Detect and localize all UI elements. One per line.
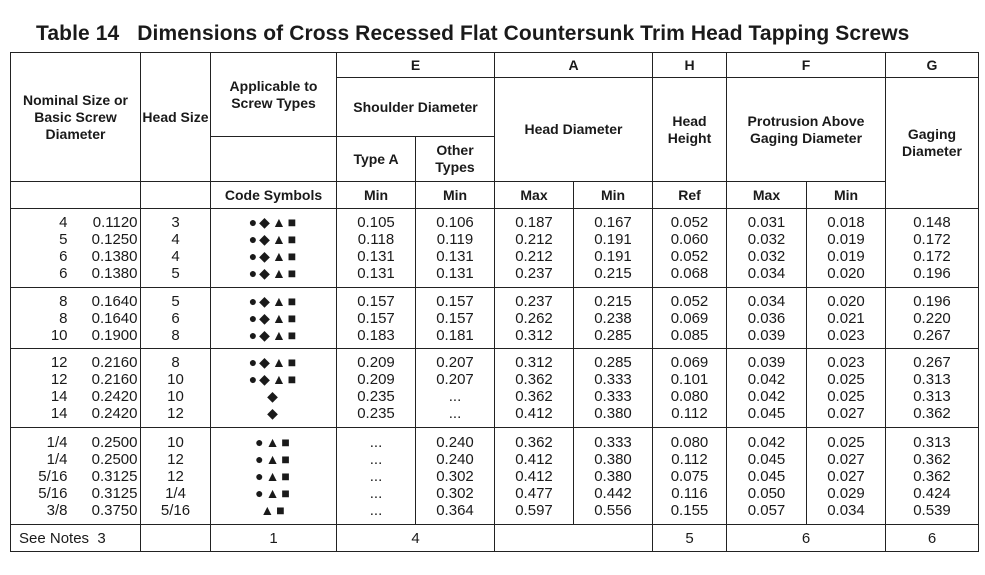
protrusion-max-value: 0.045 — [747, 450, 786, 468]
head-height-ref-value: 0.112 — [671, 405, 708, 422]
nominal-decimal: 0.1380 — [91, 265, 138, 282]
nominal-size-row — [11, 354, 140, 371]
table-row-group — [11, 209, 979, 288]
head-size-value: 12 — [167, 405, 184, 422]
protrusion-min-value: 0.018 — [827, 214, 865, 231]
code-symbols-value: ●◆▲■ — [248, 309, 299, 326]
notes-label: See Notes — [19, 529, 90, 547]
code-symbols-value: ●◆▲■ — [248, 248, 299, 264]
nominal-size-row — [11, 405, 140, 422]
head-size-cell — [141, 349, 211, 428]
protrusion-max-value: 0.042 — [747, 433, 786, 451]
head-height-ref-value: 0.080 — [670, 433, 709, 451]
head-height-ref-value: 0.052 — [670, 214, 709, 231]
protrusion-min-value: 0.027 — [827, 467, 865, 485]
shoulder-type-a-value: 0.157 — [357, 309, 395, 327]
head-diameter-max-value: 0.362 — [515, 388, 553, 405]
header-protrusion: Protrusion Above Gaging Diameter — [727, 78, 886, 182]
head-diameter-min-value: 0.215 — [594, 292, 632, 310]
head-diameter-min-cell — [574, 349, 653, 428]
nominal-decimal: 0.3125 — [91, 467, 138, 485]
gaging-diameter-cell — [886, 209, 979, 288]
shoulder-other-value: ... — [448, 388, 462, 405]
shoulder-other-value: 0.240 — [436, 433, 474, 451]
head-size-value: 4 — [171, 248, 180, 265]
head-size-value: 3 — [171, 214, 180, 231]
gaging-diameter-value: 0.362 — [913, 467, 951, 485]
nominal-decimal: 0.2160 — [91, 354, 138, 371]
nominal-decimal: 0.1900 — [91, 326, 138, 344]
nominal-size-row — [11, 371, 140, 388]
notes-applicable: 1 — [211, 525, 337, 552]
code-symbols-value: ●▲■ — [255, 484, 292, 501]
protrusion-max-cell — [727, 349, 807, 428]
nominal-decimal: 0.1250 — [91, 231, 138, 248]
gaging-diameter-cell — [886, 428, 979, 525]
head-size-value: 10 — [167, 433, 184, 451]
shoulder-type-a-value: 0.105 — [357, 214, 395, 231]
nominal-decimal: 0.2500 — [91, 450, 138, 468]
head-height-ref-cell — [653, 349, 727, 428]
nominal-size-row — [11, 388, 140, 405]
head-diameter-max-value: 0.237 — [515, 292, 553, 310]
protrusion-max-value: 0.036 — [747, 309, 786, 327]
nominal-decimal: 0.2420 — [91, 388, 138, 405]
nominal-size-row — [11, 248, 140, 265]
head-diameter-min-value: 0.191 — [594, 248, 632, 265]
nominal-fraction: 12 — [50, 354, 68, 371]
nominal-decimal: 0.1120 — [92, 214, 138, 231]
head-height-ref-value: 0.052 — [670, 248, 709, 265]
nominal-size-row — [11, 451, 140, 468]
notes-protrusion: 6 — [727, 525, 886, 552]
protrusion-min-value: 0.020 — [827, 265, 865, 282]
head-diameter-min-cell — [574, 209, 653, 288]
notes-head-height: 5 — [653, 525, 727, 552]
head-diameter-min-value: 0.167 — [594, 214, 632, 231]
head-diameter-max-value: 0.412 — [515, 467, 553, 485]
nominal-fraction: 6 — [59, 265, 68, 282]
header-f-max: Max — [727, 182, 807, 209]
head-diameter-min-value: 0.215 — [594, 265, 632, 282]
head-height-ref-cell — [653, 209, 727, 288]
shoulder-type-a-cell — [337, 209, 416, 288]
head-size-cell — [141, 288, 211, 349]
shoulder-other-value: 0.364 — [436, 501, 474, 519]
nominal-size-cell — [11, 428, 141, 525]
head-height-ref-value: 0.069 — [670, 309, 709, 327]
shoulder-type-a-value: 0.235 — [357, 405, 395, 422]
shoulder-other-cell — [416, 349, 495, 428]
shoulder-type-a-value: ... — [369, 433, 383, 451]
table-title — [36, 22, 909, 46]
head-size-cell — [141, 428, 211, 525]
shoulder-type-a-value: ... — [369, 450, 383, 468]
header-letter-a: A — [495, 53, 653, 78]
head-size-value: 5 — [171, 265, 180, 282]
protrusion-max-value: 0.050 — [747, 484, 786, 502]
shoulder-other-cell — [416, 288, 495, 349]
header-code-symbols: Code Symbols — [211, 182, 337, 209]
header-head-size-blank — [141, 182, 211, 209]
code-symbols-value: ●◆▲■ — [248, 231, 299, 247]
shoulder-type-a-value: 0.131 — [357, 248, 395, 265]
head-height-ref-value: 0.085 — [670, 326, 709, 344]
head-height-ref-value: 0.112 — [671, 450, 708, 468]
shoulder-type-a-value: ... — [369, 501, 383, 519]
head-size-value: 10 — [167, 371, 184, 388]
head-diameter-max-value: 0.187 — [515, 214, 553, 231]
protrusion-max-value: 0.042 — [747, 388, 786, 405]
head-height-ref-value: 0.101 — [670, 371, 709, 388]
shoulder-type-a-cell — [337, 288, 416, 349]
shoulder-other-value: 0.302 — [436, 467, 474, 485]
notes-shoulder: 4 — [337, 525, 495, 552]
header-letter-g: G — [886, 53, 979, 78]
head-diameter-max-value: 0.212 — [515, 231, 553, 248]
head-diameter-max-cell — [495, 349, 574, 428]
gaging-diameter-cell — [886, 349, 979, 428]
protrusion-max-cell — [727, 288, 807, 349]
head-diameter-max-cell — [495, 428, 574, 525]
head-diameter-min-value: 0.238 — [594, 309, 632, 327]
header-letter-h: H — [653, 53, 727, 78]
protrusion-max-value: 0.039 — [747, 326, 786, 344]
header-letter-f: F — [727, 53, 886, 78]
gaging-diameter-value: 0.148 — [913, 214, 951, 231]
protrusion-min-value: 0.025 — [827, 371, 865, 388]
header-a-max: Max — [495, 182, 574, 209]
protrusion-min-value: 0.034 — [827, 501, 865, 519]
nominal-fraction: 4 — [59, 214, 68, 231]
header-head-height: Head Height — [653, 78, 727, 182]
shoulder-type-a-value: 0.235 — [357, 388, 395, 405]
code-symbols-value: ●▲■ — [255, 450, 292, 467]
head-diameter-max-value: 0.477 — [515, 484, 553, 502]
head-size-value: 1/4 — [165, 484, 186, 502]
gaging-diameter-value: 0.424 — [913, 484, 951, 502]
shoulder-other-value: 0.181 — [436, 326, 474, 344]
gaging-diameter-cell — [886, 288, 979, 349]
nominal-fraction: 8 — [59, 292, 68, 310]
code-symbols-value: ●◆▲■ — [248, 326, 299, 343]
shoulder-type-a-value: ... — [369, 484, 383, 502]
shoulder-other-value: 0.240 — [436, 450, 474, 468]
head-diameter-max-value: 0.362 — [515, 371, 553, 388]
head-size-cell — [141, 209, 211, 288]
gaging-diameter-value: 0.267 — [913, 354, 951, 371]
protrusion-min-value: 0.020 — [827, 292, 865, 310]
head-size-value: 5 — [171, 292, 180, 310]
shoulder-other-value: ... — [448, 405, 462, 422]
shoulder-other-value: 0.119 — [436, 231, 474, 248]
nominal-fraction: 6 — [59, 248, 68, 265]
head-diameter-min-value: 0.442 — [594, 484, 632, 502]
head-size-value: 12 — [167, 450, 184, 468]
protrusion-max-value: 0.042 — [747, 371, 786, 388]
head-diameter-max-value: 0.312 — [515, 326, 553, 344]
head-diameter-min-value: 0.191 — [594, 231, 632, 248]
head-diameter-max-value: 0.212 — [515, 248, 553, 265]
gaging-diameter-value: 0.196 — [913, 292, 951, 310]
nominal-fraction: 5/16 — [38, 467, 68, 485]
nominal-decimal: 0.1640 — [91, 309, 138, 327]
gaging-diameter-value: 0.172 — [913, 231, 951, 248]
nominal-decimal: 0.2420 — [91, 405, 138, 422]
dimensions-table — [10, 52, 979, 552]
nominal-decimal: 0.3125 — [91, 484, 138, 502]
protrusion-max-value: 0.031 — [747, 214, 786, 231]
protrusion-max-value: 0.032 — [747, 248, 786, 265]
protrusion-max-value: 0.045 — [747, 467, 786, 485]
code-symbols-value: ◆ — [267, 405, 280, 421]
protrusion-min-cell — [807, 428, 886, 525]
notes-gaging: 6 — [886, 525, 979, 552]
protrusion-min-value: 0.025 — [827, 433, 865, 451]
protrusion-min-value: 0.029 — [827, 484, 865, 502]
head-diameter-max-value: 0.262 — [515, 309, 553, 327]
nominal-decimal: 0.2160 — [91, 371, 138, 388]
protrusion-min-value: 0.019 — [827, 231, 865, 248]
nominal-size-row — [11, 293, 140, 310]
gaging-diameter-value: 0.313 — [913, 433, 951, 451]
head-size-value: 4 — [171, 231, 180, 248]
nominal-fraction: 5 — [59, 231, 68, 248]
shoulder-other-value: 0.302 — [436, 484, 474, 502]
nominal-size-row — [11, 502, 140, 519]
table-row-group — [11, 349, 979, 428]
shoulder-type-a-value: 0.183 — [357, 326, 395, 344]
nominal-decimal: 0.2500 — [91, 433, 138, 451]
nominal-fraction: 5/16 — [38, 484, 68, 502]
protrusion-min-value: 0.027 — [827, 450, 865, 468]
table-title-text: Dimensions of Cross Recessed Flat Countersunk Trim Head Tapping Screws — [137, 22, 910, 45]
shoulder-type-a-cell — [337, 349, 416, 428]
head-diameter-min-value: 0.380 — [594, 405, 632, 422]
header-applicable-spacer — [211, 137, 337, 182]
header-other-types: Other Types — [416, 137, 495, 182]
header-e-other-min: Min — [416, 182, 495, 209]
shoulder-other-value: 0.157 — [436, 309, 474, 327]
code-symbols-value: ●▲■ — [255, 467, 292, 484]
code-symbols-value: ●◆▲■ — [248, 371, 299, 387]
code-symbols-value: ●◆▲■ — [248, 354, 299, 370]
protrusion-min-value: 0.023 — [827, 354, 865, 371]
head-height-ref-value: 0.069 — [670, 354, 709, 371]
header-nominal-blank — [11, 182, 141, 209]
shoulder-other-cell — [416, 428, 495, 525]
header-applicable: Applicable to Screw Types — [211, 53, 337, 137]
nominal-decimal: 0.3750 — [91, 501, 138, 519]
protrusion-max-value: 0.045 — [747, 405, 786, 422]
head-diameter-max-value: 0.312 — [515, 354, 553, 371]
gaging-diameter-value: 0.362 — [913, 450, 951, 468]
gaging-diameter-value: 0.220 — [913, 309, 951, 327]
head-diameter-min-value: 0.333 — [594, 388, 632, 405]
protrusion-max-value: 0.032 — [747, 231, 786, 248]
head-size-value: 12 — [167, 467, 184, 485]
head-height-ref-value: 0.116 — [671, 484, 708, 502]
head-height-ref-value: 0.075 — [670, 467, 709, 485]
head-diameter-max-cell — [495, 209, 574, 288]
header-gaging-diameter: Gaging Diameter — [886, 78, 979, 209]
head-height-ref-value: 0.068 — [670, 265, 709, 282]
header-head-size: Head Size — [141, 53, 211, 182]
table-row-group — [11, 428, 979, 525]
shoulder-other-value: 0.106 — [436, 214, 474, 231]
protrusion-min-cell — [807, 288, 886, 349]
protrusion-max-value: 0.039 — [747, 354, 786, 371]
nominal-fraction: 14 — [50, 405, 68, 422]
shoulder-other-value: 0.207 — [436, 371, 474, 388]
nominal-size-row — [11, 265, 140, 282]
code-symbols-cell — [211, 349, 337, 428]
gaging-diameter-value: 0.267 — [913, 326, 951, 344]
head-diameter-max-cell — [495, 288, 574, 349]
nominal-fraction: 14 — [50, 388, 68, 405]
notes-nominal — [11, 525, 141, 552]
nominal-size-row — [11, 310, 140, 327]
protrusion-min-value: 0.021 — [827, 309, 865, 327]
table-number: Table 14 — [36, 22, 120, 45]
head-size-value: 8 — [171, 326, 180, 344]
shoulder-type-a-value: ... — [369, 467, 383, 485]
header-type-a: Type A — [337, 137, 416, 182]
head-diameter-min-value: 0.380 — [594, 450, 632, 468]
code-symbols-value: ▲■ — [260, 501, 287, 518]
protrusion-max-cell — [727, 209, 807, 288]
head-height-ref-cell — [653, 428, 727, 525]
shoulder-other-value: 0.131 — [436, 265, 474, 282]
head-diameter-max-value: 0.362 — [515, 433, 553, 451]
header-shoulder-diameter: Shoulder Diameter — [337, 78, 495, 137]
code-symbols-value: ●◆▲■ — [248, 265, 299, 281]
head-size-value: 10 — [167, 388, 184, 405]
nominal-fraction: 8 — [59, 309, 68, 327]
head-diameter-min-cell — [574, 288, 653, 349]
notes-head-diameter — [495, 525, 653, 552]
shoulder-other-value: 0.131 — [436, 248, 474, 265]
head-height-ref-cell — [653, 288, 727, 349]
nominal-fraction: 1/4 — [46, 450, 68, 468]
code-symbols-value: ●◆▲■ — [248, 214, 299, 230]
gaging-diameter-value: 0.313 — [913, 388, 951, 405]
header-letter-e: E — [337, 53, 495, 78]
protrusion-max-value: 0.034 — [747, 265, 786, 282]
nominal-decimal: 0.1640 — [91, 292, 138, 310]
header-nominal-size: Nominal Size or Basic Screw Diameter — [11, 53, 141, 182]
nominal-size-row — [11, 485, 140, 502]
nominal-size-row — [11, 231, 140, 248]
head-diameter-min-value: 0.285 — [594, 326, 632, 344]
protrusion-min-value: 0.025 — [827, 388, 865, 405]
gaging-diameter-value: 0.172 — [913, 248, 951, 265]
shoulder-type-a-value: 0.209 — [357, 354, 395, 371]
head-diameter-max-value: 0.237 — [515, 265, 553, 282]
head-height-ref-value: 0.080 — [670, 388, 709, 405]
head-diameter-max-value: 0.412 — [515, 450, 553, 468]
head-size-value: 6 — [171, 309, 180, 327]
nominal-fraction: 10 — [50, 326, 68, 344]
head-diameter-min-value: 0.285 — [594, 354, 632, 371]
nominal-size-cell — [11, 209, 141, 288]
table-body — [11, 209, 979, 525]
gaging-diameter-value: 0.196 — [913, 265, 951, 282]
nominal-fraction: 12 — [50, 371, 68, 388]
head-diameter-max-value: 0.412 — [515, 405, 553, 422]
nominal-size-row — [11, 214, 140, 231]
code-symbols-cell — [211, 288, 337, 349]
head-height-ref-value: 0.060 — [670, 231, 709, 248]
gaging-diameter-value: 0.362 — [913, 405, 951, 422]
notes-nominal-ref: 3 — [97, 529, 106, 547]
nominal-size-row — [11, 327, 140, 344]
head-diameter-min-value: 0.333 — [594, 371, 632, 388]
code-symbols-value: ●▲■ — [255, 433, 292, 450]
gaging-diameter-value: 0.539 — [913, 501, 951, 519]
nominal-size-cell — [11, 349, 141, 428]
header-a-min: Min — [574, 182, 653, 209]
shoulder-other-value: 0.157 — [436, 292, 474, 310]
shoulder-type-a-value: 0.157 — [357, 292, 395, 310]
head-height-ref-value: 0.155 — [670, 501, 709, 519]
head-size-value: 8 — [171, 354, 180, 371]
head-height-ref-value: 0.052 — [670, 292, 709, 310]
nominal-fraction: 3/8 — [46, 501, 68, 519]
nominal-size-cell — [11, 288, 141, 349]
head-diameter-max-value: 0.597 — [515, 501, 553, 519]
shoulder-type-a-value: 0.118 — [357, 231, 395, 248]
nominal-size-row — [11, 468, 140, 485]
head-diameter-min-value: 0.380 — [594, 467, 632, 485]
header-f-min: Min — [807, 182, 886, 209]
shoulder-type-a-value: 0.131 — [357, 265, 395, 282]
head-diameter-min-value: 0.333 — [594, 433, 632, 451]
shoulder-other-value: 0.207 — [436, 354, 474, 371]
head-size-value: 5/16 — [160, 501, 191, 519]
head-diameter-min-cell — [574, 428, 653, 525]
gaging-diameter-value: 0.313 — [913, 371, 951, 388]
nominal-decimal: 0.1380 — [91, 248, 138, 265]
protrusion-min-value: 0.019 — [827, 248, 865, 265]
shoulder-type-a-cell — [337, 428, 416, 525]
protrusion-max-value: 0.034 — [747, 292, 786, 310]
header-e-type-a-min: Min — [337, 182, 416, 209]
head-diameter-min-value: 0.556 — [594, 501, 632, 519]
code-symbols-value: ◆ — [267, 388, 280, 404]
protrusion-min-value: 0.023 — [827, 326, 865, 344]
header-h-ref: Ref — [653, 182, 727, 209]
notes-head-size — [141, 525, 211, 552]
code-symbols-value: ●◆▲■ — [248, 292, 299, 309]
protrusion-min-cell — [807, 349, 886, 428]
protrusion-min-value: 0.027 — [827, 405, 865, 422]
nominal-fraction: 1/4 — [46, 433, 68, 451]
nominal-size-row — [11, 434, 140, 451]
shoulder-type-a-value: 0.209 — [357, 371, 395, 388]
protrusion-max-value: 0.057 — [747, 501, 786, 519]
protrusion-max-cell — [727, 428, 807, 525]
code-symbols-cell — [211, 428, 337, 525]
shoulder-other-cell — [416, 209, 495, 288]
code-symbols-cell — [211, 209, 337, 288]
table-row-group — [11, 288, 979, 349]
header-head-diameter: Head Diameter — [495, 78, 653, 182]
protrusion-min-cell — [807, 209, 886, 288]
